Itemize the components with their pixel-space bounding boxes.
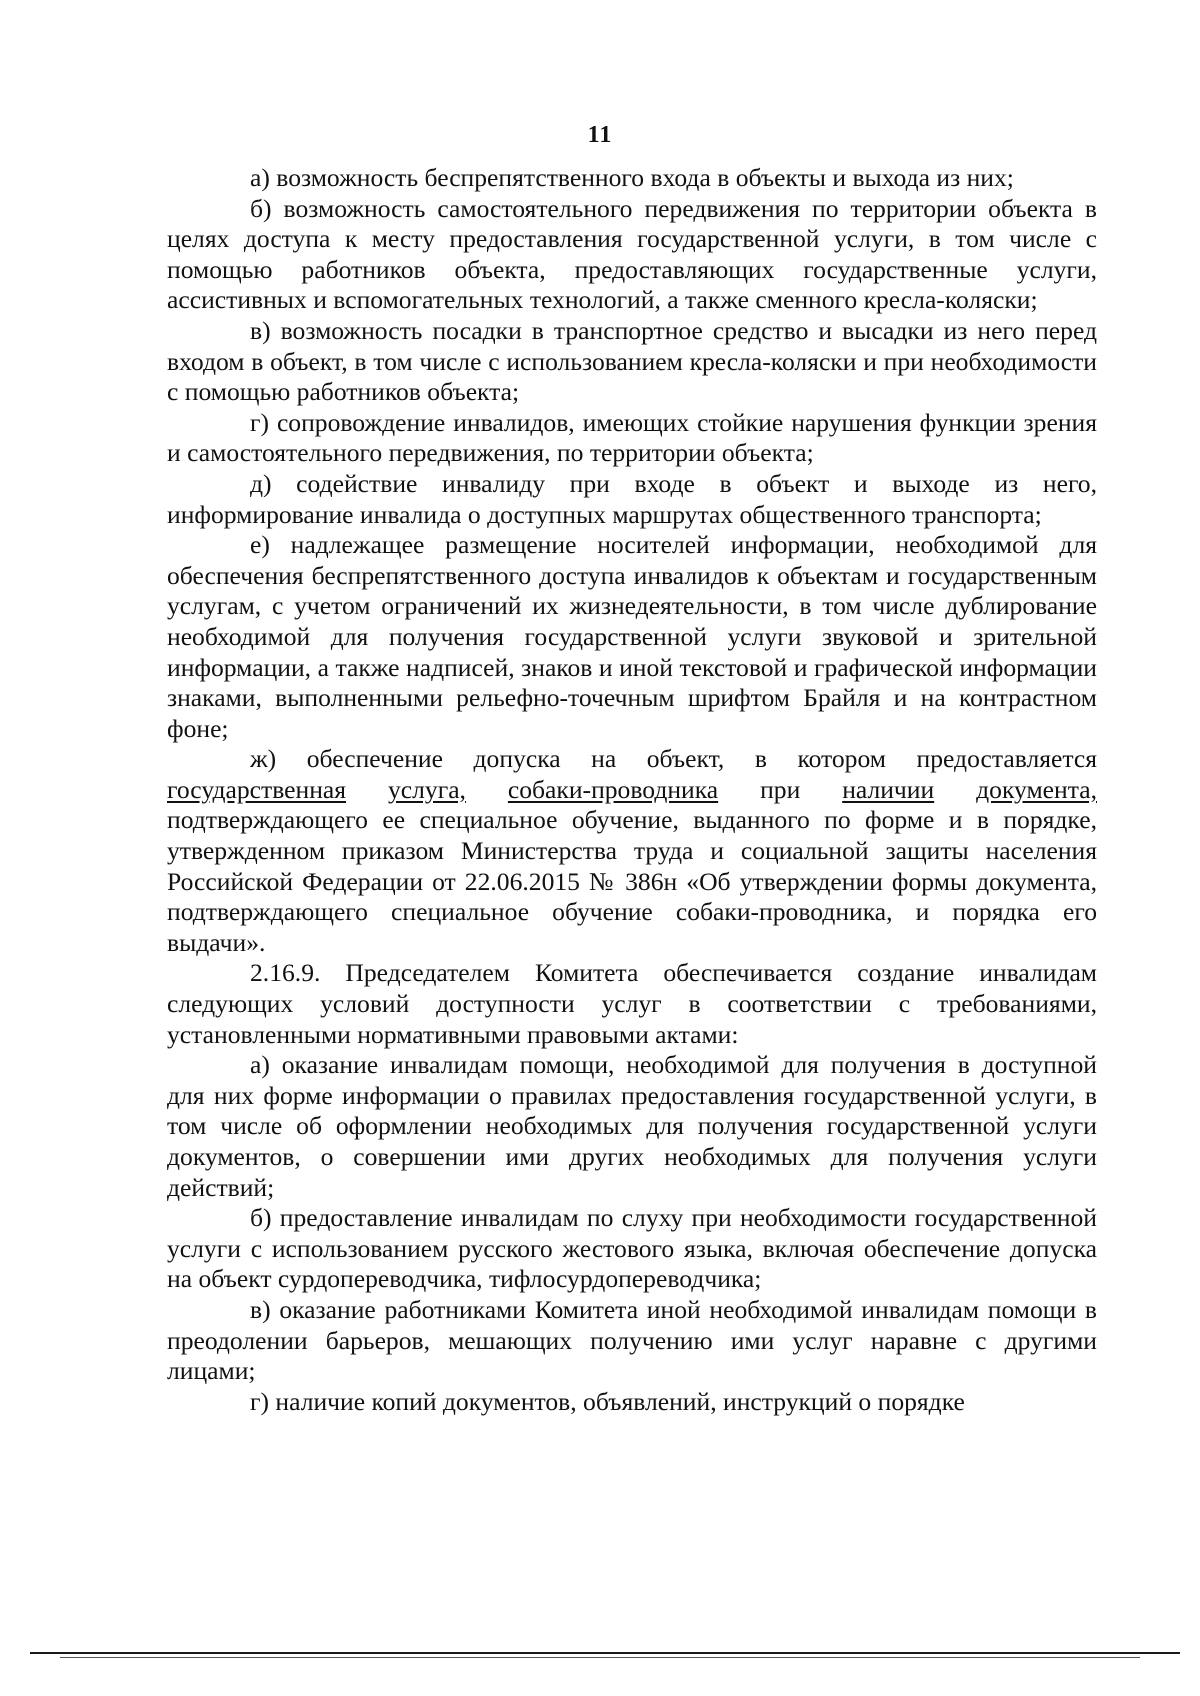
- paragraph-2-16-9: 2.16.9. Председателем Комитета обеспечивается создание инвалидам следующих условий доступности услуг в соответствии с требованиями, установленными нормативными правовыми актами:: [167, 958, 1097, 1049]
- underlined-text: государственная: [167, 774, 347, 804]
- bottom-rule: [30, 1652, 1180, 1654]
- paragraph-d: д) содействие инвалиду при входе в объект и выходе из него, информирование инвалида о доступных маршрутах общественного транспорта;: [167, 468, 1097, 529]
- paragraph-zh-space: [934, 775, 976, 804]
- paragraph-b: б) возможность самостоятельного передвижения по территории объекта в целях доступа к месту предоставления государственной услуги, в том числе с помощью работников объекта, предоставляющих государственные услуги, ассистивных и вспомогательных технологий, а также сменного кресла-коляски;: [167, 193, 1097, 315]
- paragraph-zh-part1: ж) обеспечение допуска на объект, в котором предоставляется: [250, 744, 1097, 774]
- document-body: [167, 163, 1097, 1417]
- paragraph-zh-part6: подтверждающего ее специальное обучение, выданного по форме и в порядке, утвержденном приказом Министерства труда и социальной защиты населения Российской Федерации от 22.06.2015 № 386н «Об утверждении формы документа, подтверждающего специальное обучение собаки-проводника, и порядка его выдачи».: [167, 805, 1097, 957]
- paragraph-v2: в) оказание работниками Комитета иной необходимой инвалидам помощи в преодолении барьеров, мешающих получению ими услуг наравне с другими лицами;: [167, 1294, 1097, 1386]
- paragraph-zh-space: [466, 775, 508, 804]
- bottom-rule-secondary: [60, 1657, 1140, 1658]
- underlined-text: собаки-проводника: [507, 774, 719, 804]
- paragraph-e: е) надлежащее размещение носителей информации, необходимой для обеспечения беспрепятственного доступа инвалидов к объектам и государственным услугам, с учетом ограничений их жизнедеятельности, в том числе дублирование необходимой для получения государственной услуги звуковой и зрительной информации, а также надписей, знаков и иной текстовой и графической информации знаками, выполненными рельефно-точечным шрифтом Брайля и на контрастном фоне;: [167, 530, 1097, 743]
- underlined-text: документа,: [976, 774, 1097, 804]
- paragraph-zh-part4: при: [718, 774, 843, 804]
- paragraph-a2: а) оказание инвалидам помощи, необходимой для получения в доступной для них форме информации о правилах предоставления государственной услуги, в том числе об оформлении необходимых для получения государственной услуги документов, о совершении ими других необходимых для получения услуги действий;: [167, 1050, 1097, 1202]
- paragraph-a: а) возможность беспрепятственного входа в объекты и выхода из них;: [250, 163, 1014, 192]
- paragraph-zh: [167, 744, 1097, 958]
- page-number: 11: [587, 122, 613, 148]
- paragraph-v: в) возможность посадки в транспортное средство и высадки из него перед входом в объект, в том числе с использованием кресла-коляски и при необходимости с помощью работников объекта;: [167, 315, 1097, 407]
- underlined-text: наличии: [842, 774, 935, 804]
- paragraph-g2: г) наличие копий документов, объявлений, инструкций о порядке: [250, 1386, 965, 1416]
- paragraph-b2: б) предоставление инвалидам по слуху при необходимости государственной услуги с использованием русского жестового языка, включая обеспечение допуска на объект сурдопереводчика, тифлосурдопереводчика;: [167, 1203, 1097, 1294]
- paragraph-g: г) сопровождение инвалидов, имеющих стойкие нарушения функции зрения и самостоятельного передвижения, по территории объекта;: [167, 407, 1097, 468]
- underlined-text: услуга,: [387, 774, 466, 804]
- paragraph-zh-space: [346, 775, 388, 804]
